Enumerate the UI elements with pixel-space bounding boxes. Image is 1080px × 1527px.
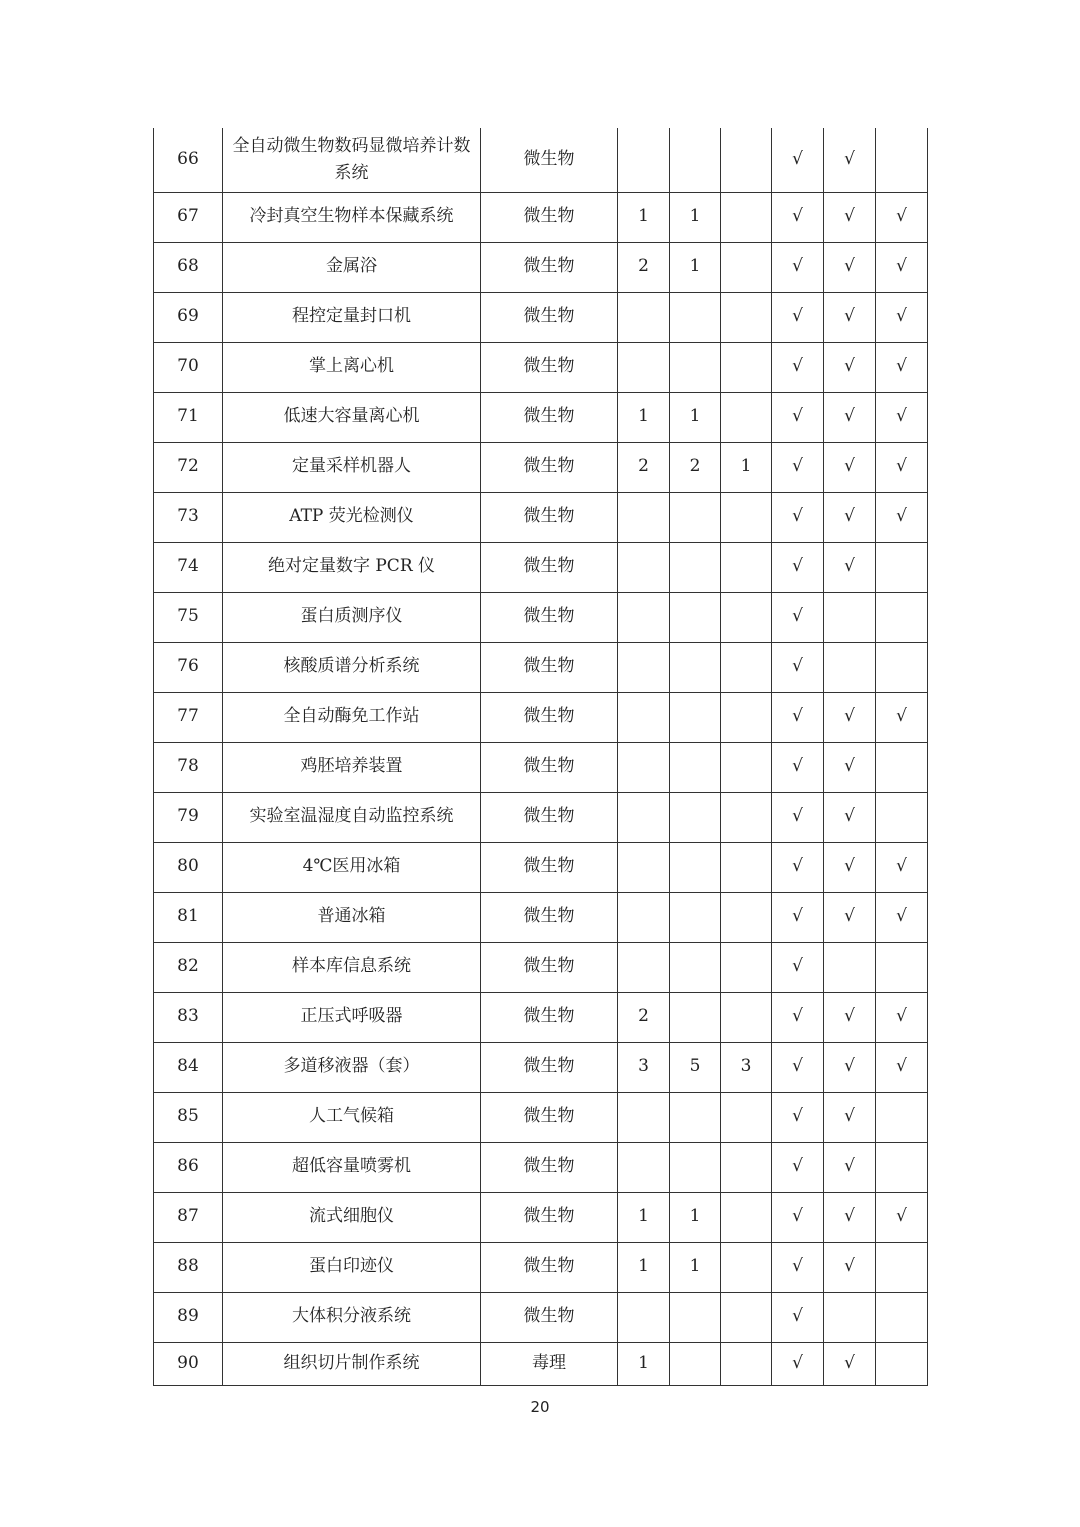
equipment-name-cell: 实验室温湿度自动监控系统 bbox=[223, 792, 481, 842]
table-row bbox=[154, 542, 928, 592]
row-number-cell: 88 bbox=[154, 1242, 223, 1292]
table-row bbox=[154, 1342, 928, 1385]
check-1-cell: √ bbox=[772, 842, 824, 892]
equipment-name-cell: 多道移液器（套） bbox=[223, 1042, 481, 1092]
quantity-1-cell bbox=[618, 592, 670, 642]
check-1-cell: √ bbox=[772, 942, 824, 992]
field-cell: 微生物 bbox=[481, 128, 618, 192]
quantity-2-cell: 1 bbox=[670, 242, 721, 292]
quantity-2-cell bbox=[670, 692, 721, 742]
quantity-3-cell bbox=[721, 792, 772, 842]
quantity-3-cell bbox=[721, 892, 772, 942]
check-2-cell bbox=[824, 592, 876, 642]
check-2-cell: √ bbox=[824, 692, 876, 742]
quantity-1-cell: 2 bbox=[618, 992, 670, 1042]
equipment-name-cell: 冷封真空生物样本保藏系统 bbox=[223, 192, 481, 242]
check-1-cell: √ bbox=[772, 242, 824, 292]
quantity-1-cell bbox=[618, 292, 670, 342]
check-3-cell bbox=[876, 942, 928, 992]
row-number-cell: 83 bbox=[154, 992, 223, 1042]
check-3-cell: √ bbox=[876, 342, 928, 392]
quantity-2-cell bbox=[670, 492, 721, 542]
table-row bbox=[154, 392, 928, 442]
quantity-1-cell bbox=[618, 742, 670, 792]
check-3-cell bbox=[876, 1342, 928, 1385]
quantity-1-cell: 1 bbox=[618, 1242, 670, 1292]
quantity-2-cell bbox=[670, 642, 721, 692]
equipment-name-cell: ATP 荧光检测仪 bbox=[223, 492, 481, 542]
check-2-cell: √ bbox=[824, 242, 876, 292]
check-3-cell: √ bbox=[876, 1192, 928, 1242]
check-3-cell bbox=[876, 1292, 928, 1342]
row-number-cell: 76 bbox=[154, 642, 223, 692]
field-cell: 微生物 bbox=[481, 192, 618, 242]
quantity-3-cell bbox=[721, 592, 772, 642]
equipment-name-cell: 定量采样机器人 bbox=[223, 442, 481, 492]
check-1-cell: √ bbox=[772, 992, 824, 1042]
quantity-3-cell: 3 bbox=[721, 1042, 772, 1092]
equipment-name-cell: 金属浴 bbox=[223, 242, 481, 292]
quantity-3-cell bbox=[721, 642, 772, 692]
table-row bbox=[154, 1142, 928, 1192]
check-3-cell: √ bbox=[876, 492, 928, 542]
quantity-2-cell: 1 bbox=[670, 392, 721, 442]
equipment-name-cell: 掌上离心机 bbox=[223, 342, 481, 392]
quantity-3-cell bbox=[721, 192, 772, 242]
check-3-cell bbox=[876, 742, 928, 792]
quantity-1-cell bbox=[618, 1292, 670, 1342]
quantity-3-cell bbox=[721, 292, 772, 342]
row-number-cell: 73 bbox=[154, 492, 223, 542]
check-2-cell bbox=[824, 642, 876, 692]
table-row bbox=[154, 892, 928, 942]
field-cell: 微生物 bbox=[481, 792, 618, 842]
table-row bbox=[154, 492, 928, 542]
check-2-cell: √ bbox=[824, 1242, 876, 1292]
field-cell: 微生物 bbox=[481, 642, 618, 692]
check-1-cell: √ bbox=[772, 292, 824, 342]
quantity-2-cell: 1 bbox=[670, 1242, 721, 1292]
equipment-name-cell: 超低容量喷雾机 bbox=[223, 1142, 481, 1192]
check-2-cell bbox=[824, 942, 876, 992]
field-cell: 微生物 bbox=[481, 742, 618, 792]
equipment-name-cell: 普通冰箱 bbox=[223, 892, 481, 942]
equipment-name-cell: 样本库信息系统 bbox=[223, 942, 481, 992]
quantity-1-cell: 1 bbox=[618, 1192, 670, 1242]
table-row bbox=[154, 842, 928, 892]
quantity-2-cell bbox=[670, 892, 721, 942]
quantity-3-cell bbox=[721, 742, 772, 792]
quantity-2-cell bbox=[670, 592, 721, 642]
row-number-cell: 71 bbox=[154, 392, 223, 442]
check-1-cell: √ bbox=[772, 492, 824, 542]
quantity-1-cell: 2 bbox=[618, 442, 670, 492]
field-cell: 微生物 bbox=[481, 1092, 618, 1142]
table-row bbox=[154, 128, 928, 192]
equipment-name-cell: 组织切片制作系统 bbox=[223, 1342, 481, 1385]
equipment-name-cell: 核酸质谱分析系统 bbox=[223, 642, 481, 692]
quantity-1-cell: 2 bbox=[618, 242, 670, 292]
check-1-cell: √ bbox=[772, 1242, 824, 1292]
field-cell: 微生物 bbox=[481, 242, 618, 292]
quantity-3-cell bbox=[721, 128, 772, 192]
quantity-1-cell bbox=[618, 342, 670, 392]
check-1-cell: √ bbox=[772, 1342, 824, 1385]
equipment-name-cell: 流式细胞仪 bbox=[223, 1192, 481, 1242]
check-1-cell: √ bbox=[772, 1092, 824, 1142]
check-2-cell: √ bbox=[824, 342, 876, 392]
check-3-cell bbox=[876, 592, 928, 642]
quantity-2-cell bbox=[670, 128, 721, 192]
table-row bbox=[154, 1242, 928, 1292]
field-cell: 微生物 bbox=[481, 992, 618, 1042]
table-row bbox=[154, 642, 928, 692]
check-3-cell bbox=[876, 1092, 928, 1142]
quantity-3-cell bbox=[721, 392, 772, 442]
check-2-cell: √ bbox=[824, 1092, 876, 1142]
check-3-cell bbox=[876, 1142, 928, 1192]
check-1-cell: √ bbox=[772, 892, 824, 942]
quantity-2-cell: 2 bbox=[670, 442, 721, 492]
field-cell: 微生物 bbox=[481, 892, 618, 942]
check-1-cell: √ bbox=[772, 342, 824, 392]
row-number-cell: 66 bbox=[154, 128, 223, 192]
check-2-cell: √ bbox=[824, 492, 876, 542]
table-row bbox=[154, 192, 928, 242]
table-row bbox=[154, 342, 928, 392]
check-1-cell: √ bbox=[772, 692, 824, 742]
quantity-1-cell: 1 bbox=[618, 1342, 670, 1385]
field-cell: 微生物 bbox=[481, 392, 618, 442]
row-number-cell: 78 bbox=[154, 742, 223, 792]
row-number-cell: 67 bbox=[154, 192, 223, 242]
field-cell: 微生物 bbox=[481, 542, 618, 592]
quantity-1-cell bbox=[618, 128, 670, 192]
check-2-cell: √ bbox=[824, 128, 876, 192]
check-1-cell: √ bbox=[772, 392, 824, 442]
field-cell: 毒理 bbox=[481, 1342, 618, 1385]
check-3-cell: √ bbox=[876, 242, 928, 292]
check-3-cell: √ bbox=[876, 692, 928, 742]
check-2-cell bbox=[824, 1292, 876, 1342]
check-2-cell: √ bbox=[824, 1142, 876, 1192]
equipment-name-cell: 蛋白质测序仪 bbox=[223, 592, 481, 642]
equipment-name-cell: 全自动酶免工作站 bbox=[223, 692, 481, 742]
check-2-cell: √ bbox=[824, 1042, 876, 1092]
field-cell: 微生物 bbox=[481, 1142, 618, 1192]
quantity-3-cell bbox=[721, 1292, 772, 1342]
row-number-cell: 72 bbox=[154, 442, 223, 492]
equipment-name-cell: 鸡胚培养装置 bbox=[223, 742, 481, 792]
table-row bbox=[154, 242, 928, 292]
check-1-cell: √ bbox=[772, 128, 824, 192]
quantity-2-cell bbox=[670, 1092, 721, 1142]
quantity-2-cell bbox=[670, 1292, 721, 1342]
quantity-1-cell bbox=[618, 1092, 670, 1142]
row-number-cell: 90 bbox=[154, 1342, 223, 1385]
check-2-cell: √ bbox=[824, 442, 876, 492]
equipment-name-cell: 正压式呼吸器 bbox=[223, 992, 481, 1042]
row-number-cell: 69 bbox=[154, 292, 223, 342]
check-2-cell: √ bbox=[824, 1192, 876, 1242]
quantity-2-cell bbox=[670, 1142, 721, 1192]
check-3-cell: √ bbox=[876, 892, 928, 942]
quantity-2-cell: 5 bbox=[670, 1042, 721, 1092]
check-1-cell: √ bbox=[772, 442, 824, 492]
field-cell: 微生物 bbox=[481, 1192, 618, 1242]
quantity-1-cell bbox=[618, 492, 670, 542]
check-3-cell bbox=[876, 642, 928, 692]
quantity-2-cell bbox=[670, 542, 721, 592]
check-1-cell: √ bbox=[772, 1292, 824, 1342]
field-cell: 微生物 bbox=[481, 342, 618, 392]
check-2-cell: √ bbox=[824, 192, 876, 242]
quantity-3-cell bbox=[721, 492, 772, 542]
check-1-cell: √ bbox=[772, 1192, 824, 1242]
field-cell: 微生物 bbox=[481, 942, 618, 992]
check-3-cell bbox=[876, 792, 928, 842]
row-number-cell: 70 bbox=[154, 342, 223, 392]
row-number-cell: 75 bbox=[154, 592, 223, 642]
check-2-cell: √ bbox=[824, 792, 876, 842]
quantity-3-cell bbox=[721, 842, 772, 892]
field-cell: 微生物 bbox=[481, 692, 618, 742]
check-3-cell: √ bbox=[876, 192, 928, 242]
quantity-3-cell bbox=[721, 1342, 772, 1385]
field-cell: 微生物 bbox=[481, 492, 618, 542]
row-number-cell: 68 bbox=[154, 242, 223, 292]
quantity-3-cell bbox=[721, 692, 772, 742]
quantity-2-cell bbox=[670, 292, 721, 342]
row-number-cell: 77 bbox=[154, 692, 223, 742]
table-row bbox=[154, 942, 928, 992]
quantity-2-cell bbox=[670, 842, 721, 892]
quantity-1-cell: 3 bbox=[618, 1042, 670, 1092]
quantity-3-cell bbox=[721, 1192, 772, 1242]
check-2-cell: √ bbox=[824, 842, 876, 892]
check-2-cell: √ bbox=[824, 542, 876, 592]
check-1-cell: √ bbox=[772, 792, 824, 842]
check-3-cell: √ bbox=[876, 1042, 928, 1092]
quantity-3-cell bbox=[721, 242, 772, 292]
field-cell: 微生物 bbox=[481, 592, 618, 642]
equipment-name-cell: 4℃医用冰箱 bbox=[223, 842, 481, 892]
table-row bbox=[154, 292, 928, 342]
check-2-cell: √ bbox=[824, 892, 876, 942]
table-row bbox=[154, 1092, 928, 1142]
check-3-cell bbox=[876, 1242, 928, 1292]
row-number-cell: 87 bbox=[154, 1192, 223, 1242]
check-3-cell: √ bbox=[876, 292, 928, 342]
equipment-name-cell: 大体积分液系统 bbox=[223, 1292, 481, 1342]
check-1-cell: √ bbox=[772, 642, 824, 692]
quantity-3-cell bbox=[721, 542, 772, 592]
table-row bbox=[154, 742, 928, 792]
quantity-3-cell bbox=[721, 1242, 772, 1292]
row-number-cell: 82 bbox=[154, 942, 223, 992]
row-number-cell: 85 bbox=[154, 1092, 223, 1142]
table-row bbox=[154, 1292, 928, 1342]
quantity-2-cell bbox=[670, 342, 721, 392]
table-row bbox=[154, 592, 928, 642]
check-1-cell: √ bbox=[772, 742, 824, 792]
quantity-1-cell bbox=[618, 1142, 670, 1192]
equipment-name-cell: 绝对定量数字 PCR 仪 bbox=[223, 542, 481, 592]
equipment-name-cell: 蛋白印迹仪 bbox=[223, 1242, 481, 1292]
field-cell: 微生物 bbox=[481, 842, 618, 892]
check-1-cell: √ bbox=[772, 542, 824, 592]
quantity-3-cell bbox=[721, 992, 772, 1042]
quantity-2-cell: 1 bbox=[670, 1192, 721, 1242]
check-3-cell bbox=[876, 542, 928, 592]
row-number-cell: 81 bbox=[154, 892, 223, 942]
equipment-name-cell: 全自动微生物数码显微培养计数系统 bbox=[223, 128, 481, 192]
quantity-2-cell bbox=[670, 792, 721, 842]
quantity-2-cell bbox=[670, 742, 721, 792]
row-number-cell: 89 bbox=[154, 1292, 223, 1342]
field-cell: 微生物 bbox=[481, 1292, 618, 1342]
quantity-2-cell bbox=[670, 942, 721, 992]
check-2-cell: √ bbox=[824, 392, 876, 442]
table-row bbox=[154, 692, 928, 742]
check-1-cell: √ bbox=[772, 1042, 824, 1092]
field-cell: 微生物 bbox=[481, 442, 618, 492]
row-number-cell: 86 bbox=[154, 1142, 223, 1192]
check-3-cell: √ bbox=[876, 842, 928, 892]
check-2-cell: √ bbox=[824, 992, 876, 1042]
quantity-1-cell bbox=[618, 892, 670, 942]
equipment-name-cell: 低速大容量离心机 bbox=[223, 392, 481, 442]
row-number-cell: 74 bbox=[154, 542, 223, 592]
quantity-3-cell bbox=[721, 1092, 772, 1142]
quantity-3-cell bbox=[721, 342, 772, 392]
quantity-1-cell bbox=[618, 792, 670, 842]
quantity-2-cell: 1 bbox=[670, 192, 721, 242]
check-3-cell: √ bbox=[876, 392, 928, 442]
check-3-cell bbox=[876, 128, 928, 192]
equipment-name-cell: 人工气候箱 bbox=[223, 1092, 481, 1142]
check-1-cell: √ bbox=[772, 192, 824, 242]
check-3-cell: √ bbox=[876, 442, 928, 492]
quantity-1-cell bbox=[618, 542, 670, 592]
equipment-name-cell: 程控定量封口机 bbox=[223, 292, 481, 342]
check-3-cell: √ bbox=[876, 992, 928, 1042]
field-cell: 微生物 bbox=[481, 292, 618, 342]
quantity-2-cell bbox=[670, 1342, 721, 1385]
quantity-1-cell bbox=[618, 842, 670, 892]
equipment-table bbox=[153, 128, 928, 1386]
quantity-3-cell: 1 bbox=[721, 442, 772, 492]
quantity-3-cell bbox=[721, 942, 772, 992]
row-number-cell: 80 bbox=[154, 842, 223, 892]
check-1-cell: √ bbox=[772, 592, 824, 642]
quantity-1-cell bbox=[618, 642, 670, 692]
table-body bbox=[154, 128, 928, 1385]
table-row bbox=[154, 792, 928, 842]
page-number: 20 bbox=[530, 1398, 550, 1416]
row-number-cell: 79 bbox=[154, 792, 223, 842]
table-row bbox=[154, 992, 928, 1042]
quantity-3-cell bbox=[721, 1142, 772, 1192]
check-2-cell: √ bbox=[824, 742, 876, 792]
row-number-cell: 84 bbox=[154, 1042, 223, 1092]
field-cell: 微生物 bbox=[481, 1042, 618, 1092]
quantity-1-cell bbox=[618, 942, 670, 992]
field-cell: 微生物 bbox=[481, 1242, 618, 1292]
table-row bbox=[154, 1192, 928, 1242]
quantity-1-cell bbox=[618, 692, 670, 742]
check-2-cell: √ bbox=[824, 292, 876, 342]
table-row bbox=[154, 1042, 928, 1092]
quantity-2-cell bbox=[670, 992, 721, 1042]
check-1-cell: √ bbox=[772, 1142, 824, 1192]
quantity-1-cell: 1 bbox=[618, 192, 670, 242]
table-row bbox=[154, 442, 928, 492]
check-2-cell: √ bbox=[824, 1342, 876, 1385]
quantity-1-cell: 1 bbox=[618, 392, 670, 442]
